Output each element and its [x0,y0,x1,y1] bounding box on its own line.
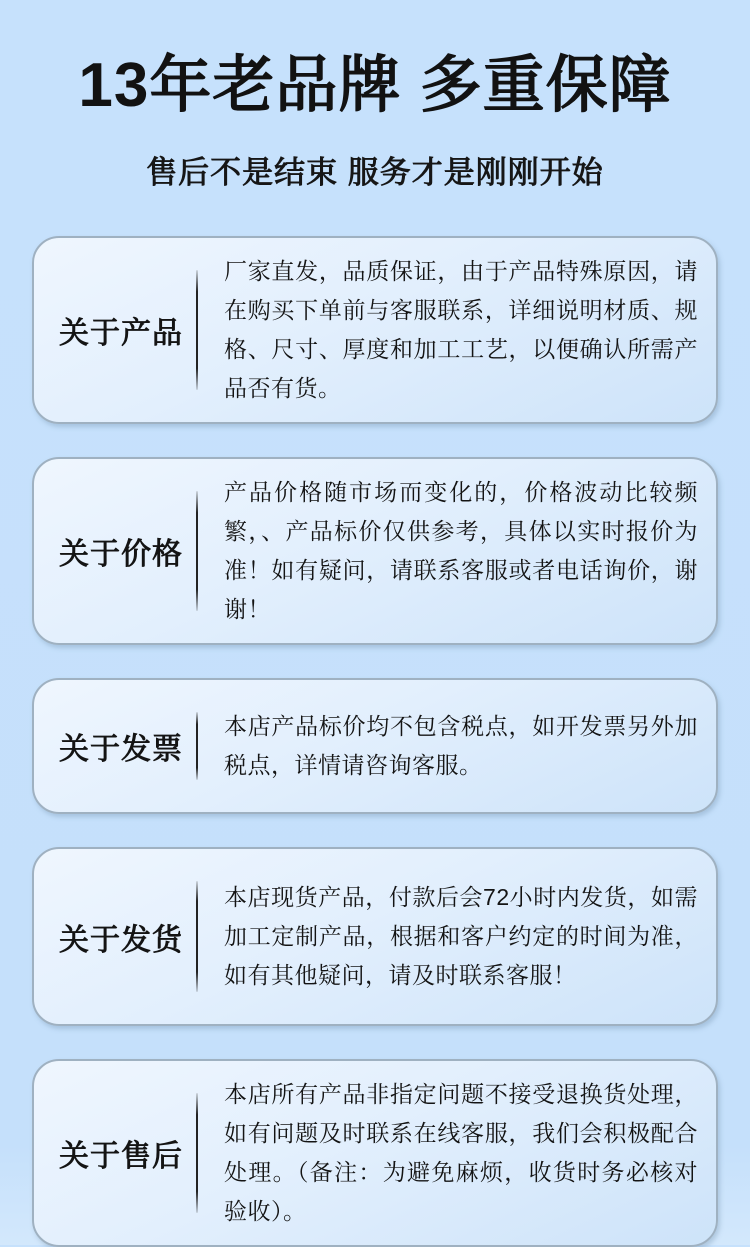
card-text-price: 产品价格随市场而变化的，价格波动比较频繁，、产品标价仅供参考，具体以实时报价为准！如有疑问，请联系客服或者电话询价，谢谢！ [224,479,698,623]
card-text-aftersale: 本店所有产品非指定问题不接受退换货处理，如有问题及时联系在线客服，我们会积极配合处理。（备注：为避免麻烦，收货时务必核对验收）。 [224,1081,698,1225]
info-card-product [32,236,718,424]
page-title: 13年老品牌 多重保障 [78,51,672,120]
info-card-aftersale [32,1059,718,1247]
hero-section [32,50,718,192]
card-label-product: 关于产品 [59,317,183,351]
card-label-invoice: 关于发票 [59,733,183,767]
page-subtitle: 售后不是结束 服务才是刚刚开始 [146,155,604,191]
info-card-invoice [32,678,718,814]
info-card-price [32,457,718,645]
card-text-product: 厂家直发，品质保证，由于产品特殊原因，请在购买下单前与客服联系，详细说明材质、规格、尺寸、厚度和加工工艺，以便确认所需产品否有货。 [224,258,698,402]
card-label-price: 关于价格 [59,538,183,572]
card-label-shipping: 关于发货 [59,923,183,957]
card-text-shipping: 本店现货产品，付款后会72小时内发货，如需加工定制产品，根据和客户约定的时间为准，如有其他疑问，请及时联系客服！ [224,884,698,989]
info-card-shipping [32,847,718,1026]
card-label-aftersale: 关于售后 [59,1140,183,1174]
card-text-invoice: 本店产品标价均不包含税点，如开发票另外加税点，详情请咨询客服。 [224,713,698,779]
